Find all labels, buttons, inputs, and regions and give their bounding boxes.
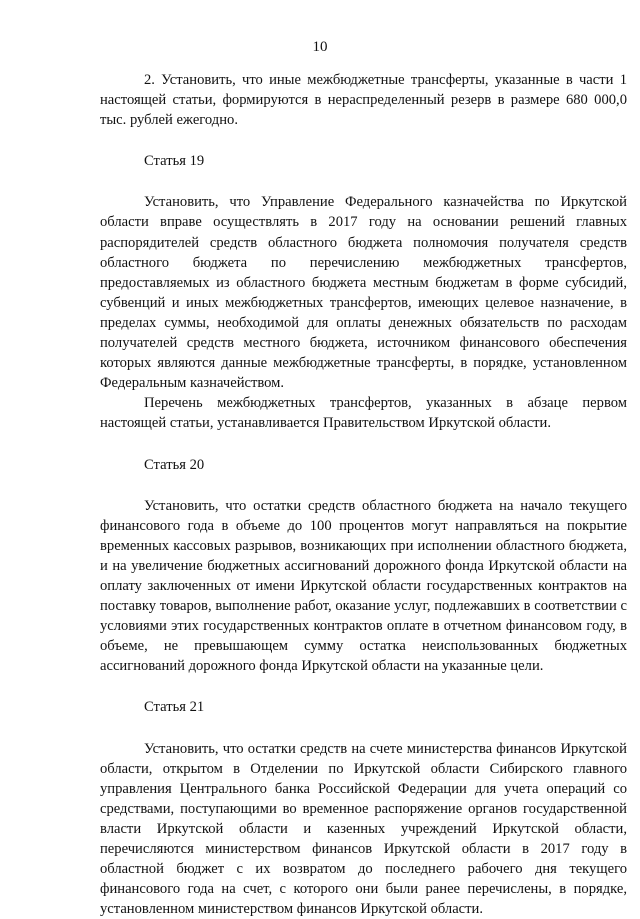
article-20-paragraph-1: Установить, что остатки средств областного бюджета на начало текущего финансового года в объеме до 100 процентов могут направляться на покрытие временных кассовых разрывов, возникающих при исполнении областного бюджета, и на увеличение бюджетных ассигнований дорожного фонда Иркутской области на оплату заключенных от имени Иркутской области государственных контрактов на поставку товаров, выполнение работ, оказание услуг, подлежавших в соответствии с условиями этих государственных контрактов оплате в отчетном финансовом году, в объеме, не превышающем сумму остатка неиспользованных бюджетных ассигнований дорожного фонда Иркутской области на указанные цели. — [100, 497, 627, 675]
article-19-paragraph-2: Перечень межбюджетных трансфертов, указанных в абзаце первом настоящей статьи, устанавливается Правительством Иркутской области. — [100, 395, 627, 432]
article-21-paragraph-1: Установить, что остатки средств на счете министерства финансов Иркутской области, открытом в Отделении по Иркутской области Сибирского главного управления Центрального банка Российской Федерации для учета операций со средствами, поступающими во временное распоряжение органов государственной власти Иркутской области и казенных учреждений Иркутской области, перечисляются министерством финансов Иркутской области в 2017 году в областной бюджет с их возвратом до последнего рабочего дня текущего финансового года на счет, с которого они были ранее перечислены, в порядке, установленном министерством финансов Иркутской области. — [100, 740, 627, 918]
intro-paragraph: 2. Установить, что иные межбюджетные трансферты, указанные в части 1 настоящей статьи, формируются в нераспределенный резерв в размере 680 000,0 тыс. рублей ежегодно. — [100, 72, 627, 129]
article-19-paragraph-1: Установить, что Управление Федерального казначейства по Иркутской области вправе осуществлять в 2017 году на основании решений главных распорядителей средств областного бюджета полномочия получателя средств областного бюджета по перечислению межбюджетных трансфертов, предоставляемых из областного бюджета местным бюджетам в форме субсидий, субвенций и иных межбюджетных трансфертов, имеющих целевое назначение, в пределах суммы, необходимой для оплаты денежных обязательств по расходам получателей средств местного бюджета, источником финансового обеспечения которых являются данные межбюджетные трансферты, в порядке, установленном Федеральным казначейством. — [100, 194, 627, 392]
article-20-title: Статья 20 — [144, 456, 205, 473]
article-19-title: Статья 19 — [144, 153, 205, 170]
document-body — [100, 70, 627, 919]
page-number: 10 — [312, 39, 328, 55]
article-21-title: Статья 21 — [144, 699, 205, 716]
